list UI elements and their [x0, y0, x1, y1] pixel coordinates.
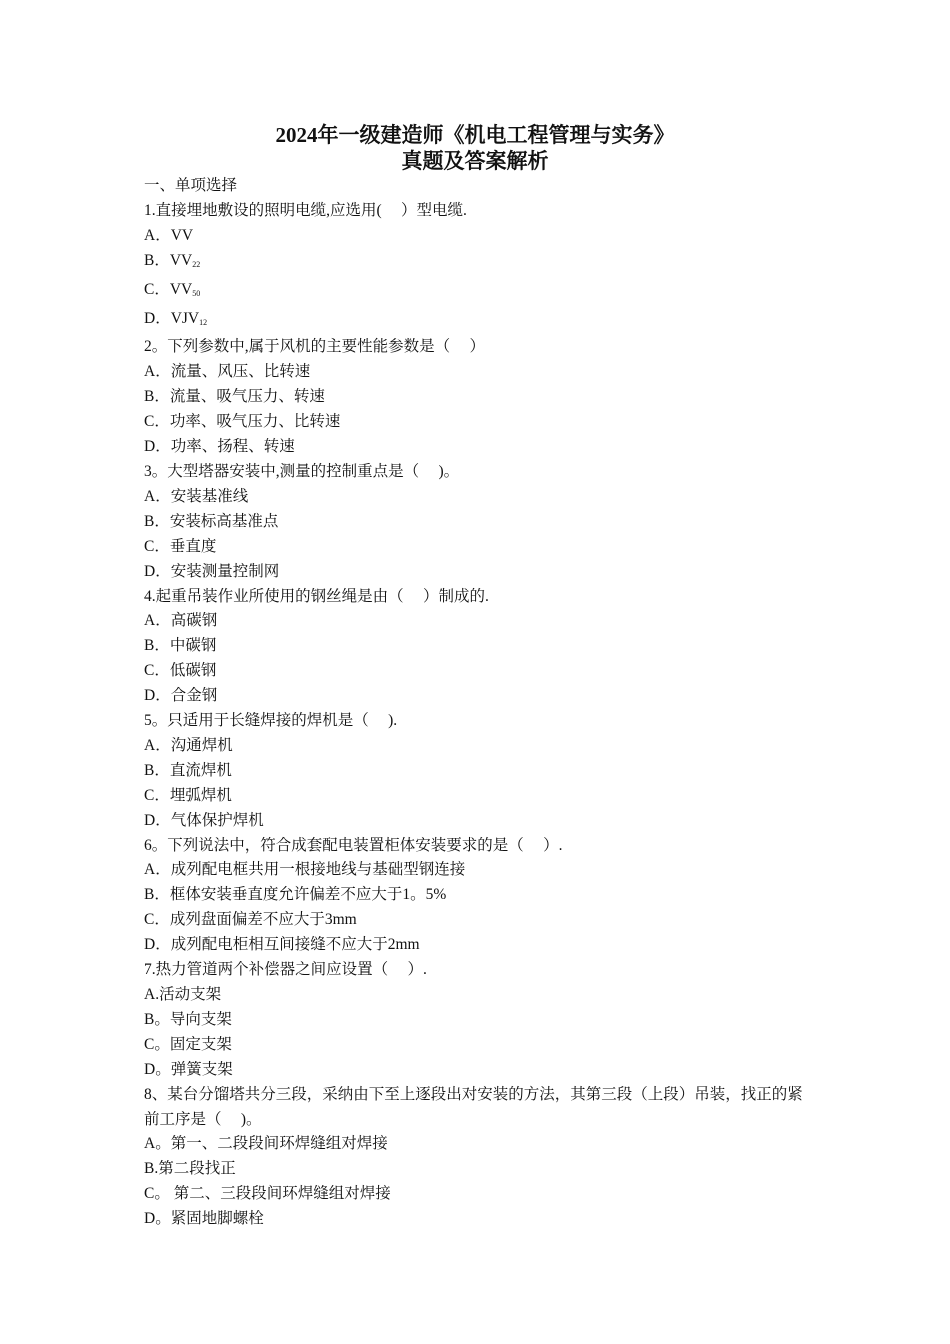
option-a: A．安装基准线 [144, 487, 249, 505]
option-b: B．直流焊机 [144, 761, 232, 779]
option-b: B。导向支架 [144, 1010, 232, 1028]
option-d: D．成列配电柜相互间接缝不应大于2mm [144, 936, 420, 954]
question-4 [144, 585, 809, 710]
option-c: C．低碳钢 [144, 662, 217, 680]
option-a: A。第一、二段段间环焊缝组对焊接 [144, 1135, 388, 1153]
document-title: 2024年一级建造师《机电工程管理与实务》 [275, 123, 675, 147]
subscript: 22 [192, 259, 201, 269]
question-stem: 4.起重吊装作业所使用的钢丝绳是由（ ）制成的. [144, 587, 489, 605]
option-d: D．气体保护焊机 [144, 811, 264, 829]
question-stem: 5。只适用于长缝焊接的焊机是（ ). [144, 712, 398, 730]
option-b: B.第二段找正 [144, 1160, 236, 1178]
option-a: A．流量、风压、比转速 [144, 363, 311, 381]
question-stem: 1.直接埋地敷设的照明电缆,应选用( ）型电缆. [144, 201, 467, 219]
option-a: A．沟通焊机 [144, 736, 233, 754]
question-8 [144, 1083, 809, 1232]
document-subtitle: 真题及答案解析 [401, 149, 549, 173]
question-1 [144, 199, 809, 336]
question-stem: 2。下列参数中,属于风机的主要性能参数是（ ） [144, 338, 486, 356]
question-stem: 7.热力管道两个补偿器之间应设置（ ）. [144, 961, 427, 979]
option-b: B．中碳钢 [144, 637, 217, 655]
option-b: B．流量、吸气压力、转速 [144, 388, 325, 406]
question-3 [144, 460, 809, 585]
subscript: 50 [192, 288, 201, 298]
question-stem: 6。下列说法中，符合成套配电装置柜体安装要求的是（ ）. [144, 836, 563, 854]
option-d: D．功率、扬程、转速 [144, 438, 295, 456]
option-c: C．垂直度 [144, 537, 217, 555]
question-stem: 3。大型塔器安装中,测量的控制重点是（ )。 [144, 462, 460, 480]
option-c: C．埋弧焊机 [144, 786, 232, 804]
question-stem: 8、某台分馏塔共分三段，采纳由下至上逐段出对安装的方法，其第三段（上段）吊装，找正的紧前工序是（ )。 [144, 1085, 803, 1128]
option-a: A．成列配电框共用一根接地线与基础型钢连接 [144, 861, 466, 879]
option-b: B．框体安装垂直度允许偏差不应大于1。5% [144, 886, 447, 904]
option-a: A.活动支架 [144, 986, 222, 1003]
option-b: B．安装标高基准点 [144, 512, 279, 530]
option-c: C．$VV_{50}$ [144, 280, 201, 298]
option-d: D．安装测量控制网 [144, 562, 280, 580]
option-c: C．功率、吸气压力、比转速 [144, 413, 341, 431]
option-a: A．高碳钢 [144, 612, 218, 630]
option-b: B．$VV_{22}$ [144, 251, 201, 269]
option-d: D．合金钢 [144, 687, 218, 705]
option-d: D。弹簧支架 [144, 1060, 233, 1078]
section-heading: 一、单项选择 [144, 177, 238, 194]
question-2 [144, 335, 809, 460]
question-6 [144, 834, 809, 959]
subscript: 12 [199, 317, 208, 327]
option-c: C。固定支架 [144, 1035, 232, 1053]
document-body [144, 174, 809, 1232]
option-a: A．VV [144, 226, 194, 244]
option-c: C。 第二、三段段间环焊缝组对焊接 [144, 1185, 391, 1203]
question-7 [144, 958, 809, 1083]
option-d: D。紧固地脚螺栓 [144, 1210, 264, 1228]
question-5 [144, 709, 809, 834]
option-c: C．成列盘面偏差不应大于3mm [144, 911, 357, 929]
option-d: D．$VJV_{12}$ [144, 309, 208, 327]
